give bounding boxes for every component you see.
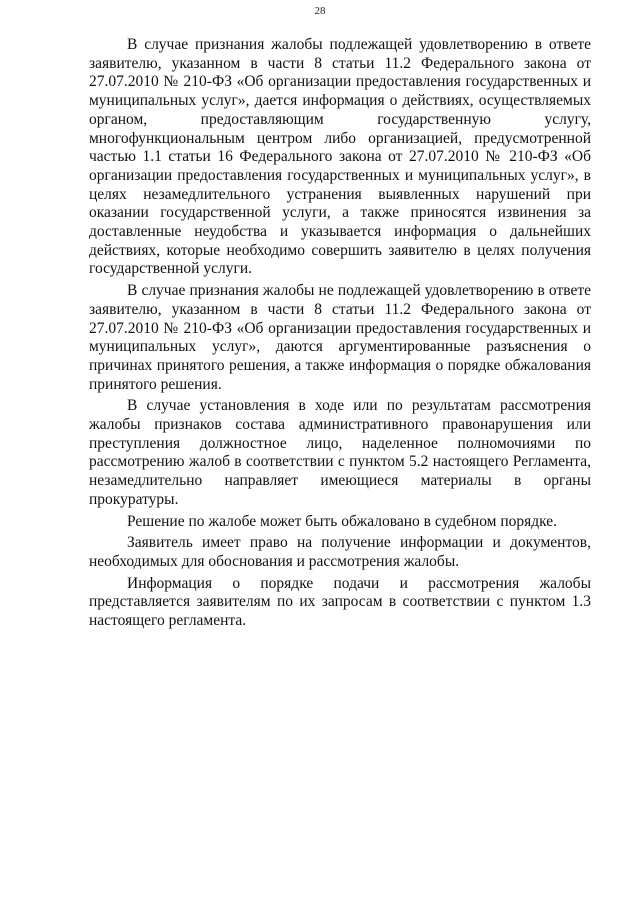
- paragraph-offense-signs: В случае установления в ходе или по результатам рассмотрения жалобы признаков состава административного правонарушения или преступления должностное лицо, наделенное полномочиями по рассмотрению жалоб в соответствии с пунктом 5.2 настоящего Регламента, незамедлительно направляет имеющиеся материалы в органы прокуратуры.: [89, 397, 591, 508]
- paragraph-rejected-complaint: В случае признания жалобы не подлежащей удовлетворению в ответе заявителю, указанном в части 8 статьи 11.2 Федерального закона от 27.07.2010 № 210-ФЗ «Об организации предоставления государственных и муниципальных услуг», даются аргументированные разъяснения о причинах принятого решения, а также информация о порядке обжалования принятого решения.: [89, 282, 591, 393]
- paragraph-court-appeal: Решение по жалобе может быть обжаловано в судебном порядке.: [127, 512, 558, 530]
- document-body: [89, 36, 591, 634]
- paragraph-satisfied-complaint: В случае признания жалобы подлежащей удовлетворению в ответе заявителю, указанном в части 8 статьи 11.2 Федерального закона от 27.07.2010 № 210-ФЗ «Об организации предоставления государственных и муниципальных услуг», дается информация о действиях, осуществляемых органом, предоставляющим государственную услугу, многофункциональным центром либо организацией, предусмотренной частью 1.1 статьи 16 Федерального закона от 27.07.2010 № 210-ФЗ «Об организации предоставления государственных и муниципальных услуг», в целях незамедлительного устранения выявленных нарушений при оказании государственной услуги, а также приносятся извинения за доставленные неудобства и указывается информация о дальнейших действиях, которые необходимо совершить заявителю в целях получения государственной услуги.: [89, 36, 591, 278]
- paragraph-right-to-information: Заявитель имеет право на получение информации и документов, необходимых для обоснования и рассмотрения жалобы.: [89, 534, 591, 570]
- page-number: 28: [314, 5, 326, 17]
- paragraph-procedure-information: Информация о порядке подачи и рассмотрения жалобы представляется заявителям по их запросам в соответствии с пунктом 1.3 настоящего регламента.: [89, 574, 591, 630]
